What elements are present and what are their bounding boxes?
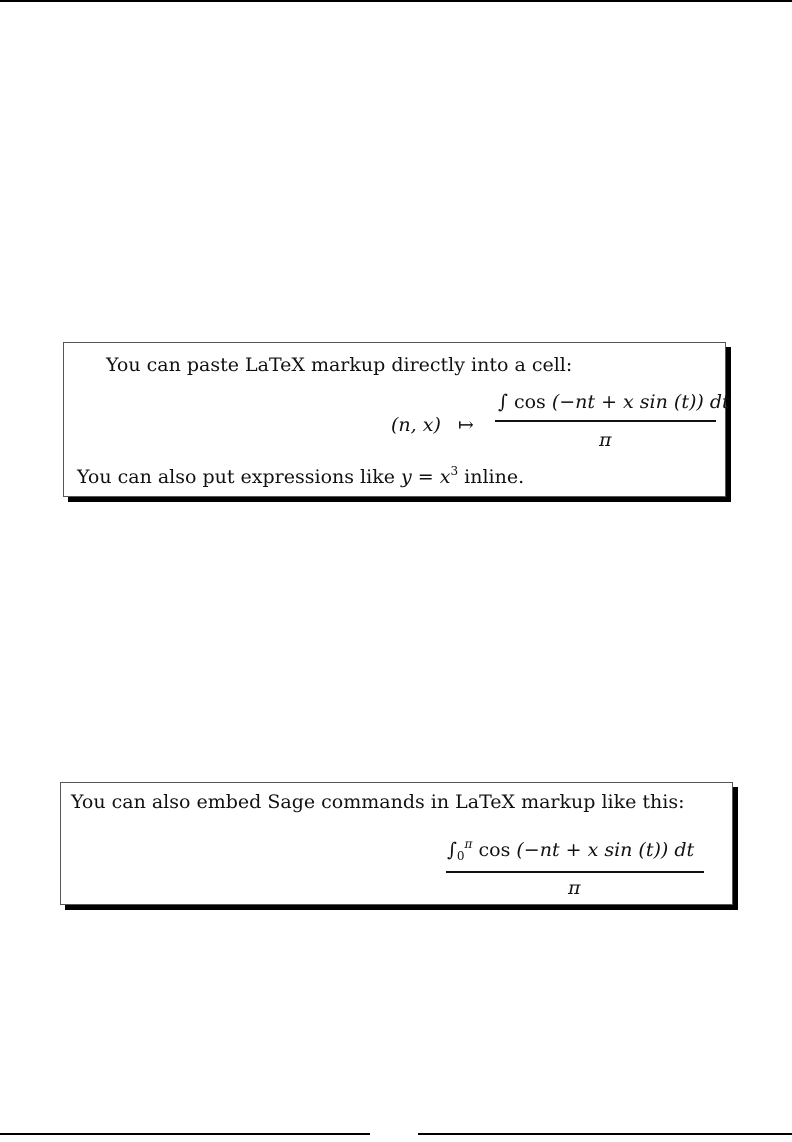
cell1-paragraph: You can paste LaTeX markup directly into a cell: <box>106 354 573 376</box>
cell1-cos: cos <box>513 391 546 413</box>
cell2-fraction-bar <box>446 871 704 873</box>
cell1-inline-prefix: You can also put expressions like <box>77 466 395 488</box>
cell1-inline-sentence <box>77 464 525 488</box>
bottom-rule-right <box>418 1133 792 1135</box>
cell1-map-lhs: (n, x) <box>391 414 441 436</box>
bottom-rule-left <box>0 1133 370 1135</box>
cell1-differential: dt <box>709 391 730 413</box>
cell2-cos-arg: (−nt + x sin (t)) <box>516 839 669 861</box>
cell1-inline-expr-exponent: 3 <box>450 464 459 478</box>
cell2-paragraph: You can also embed Sage commands in LaTeX markup like this: <box>71 791 685 813</box>
cell1-maps-to-symbol: ↦ <box>458 414 474 436</box>
cell1-cos-arg: (−nt + x sin (t)) <box>551 391 704 413</box>
cell2-lower-limit: 0 <box>456 849 465 863</box>
cell1-integral-sign: ∫ <box>498 391 508 413</box>
cell1-inline-expr <box>401 466 458 488</box>
cell2-numerator <box>447 837 695 863</box>
cell1-denominator: π <box>599 429 612 451</box>
cell2-integral-sign: ∫ <box>447 839 457 861</box>
cell1-inline-expr-base: y = x <box>401 466 451 488</box>
cell1-numerator <box>498 393 730 412</box>
latex-output-cell-2 <box>60 782 733 905</box>
cell2-upper-limit: π <box>464 837 473 851</box>
top-rule <box>0 0 792 2</box>
cell2-denominator: π <box>568 877 581 899</box>
cell1-fraction-bar <box>495 420 716 422</box>
cell1-inline-suffix: inline. <box>464 466 525 488</box>
latex-output-cell-1 <box>63 342 730 497</box>
cell2-cos: cos <box>478 839 511 861</box>
cell2-differential: dt <box>674 839 695 861</box>
